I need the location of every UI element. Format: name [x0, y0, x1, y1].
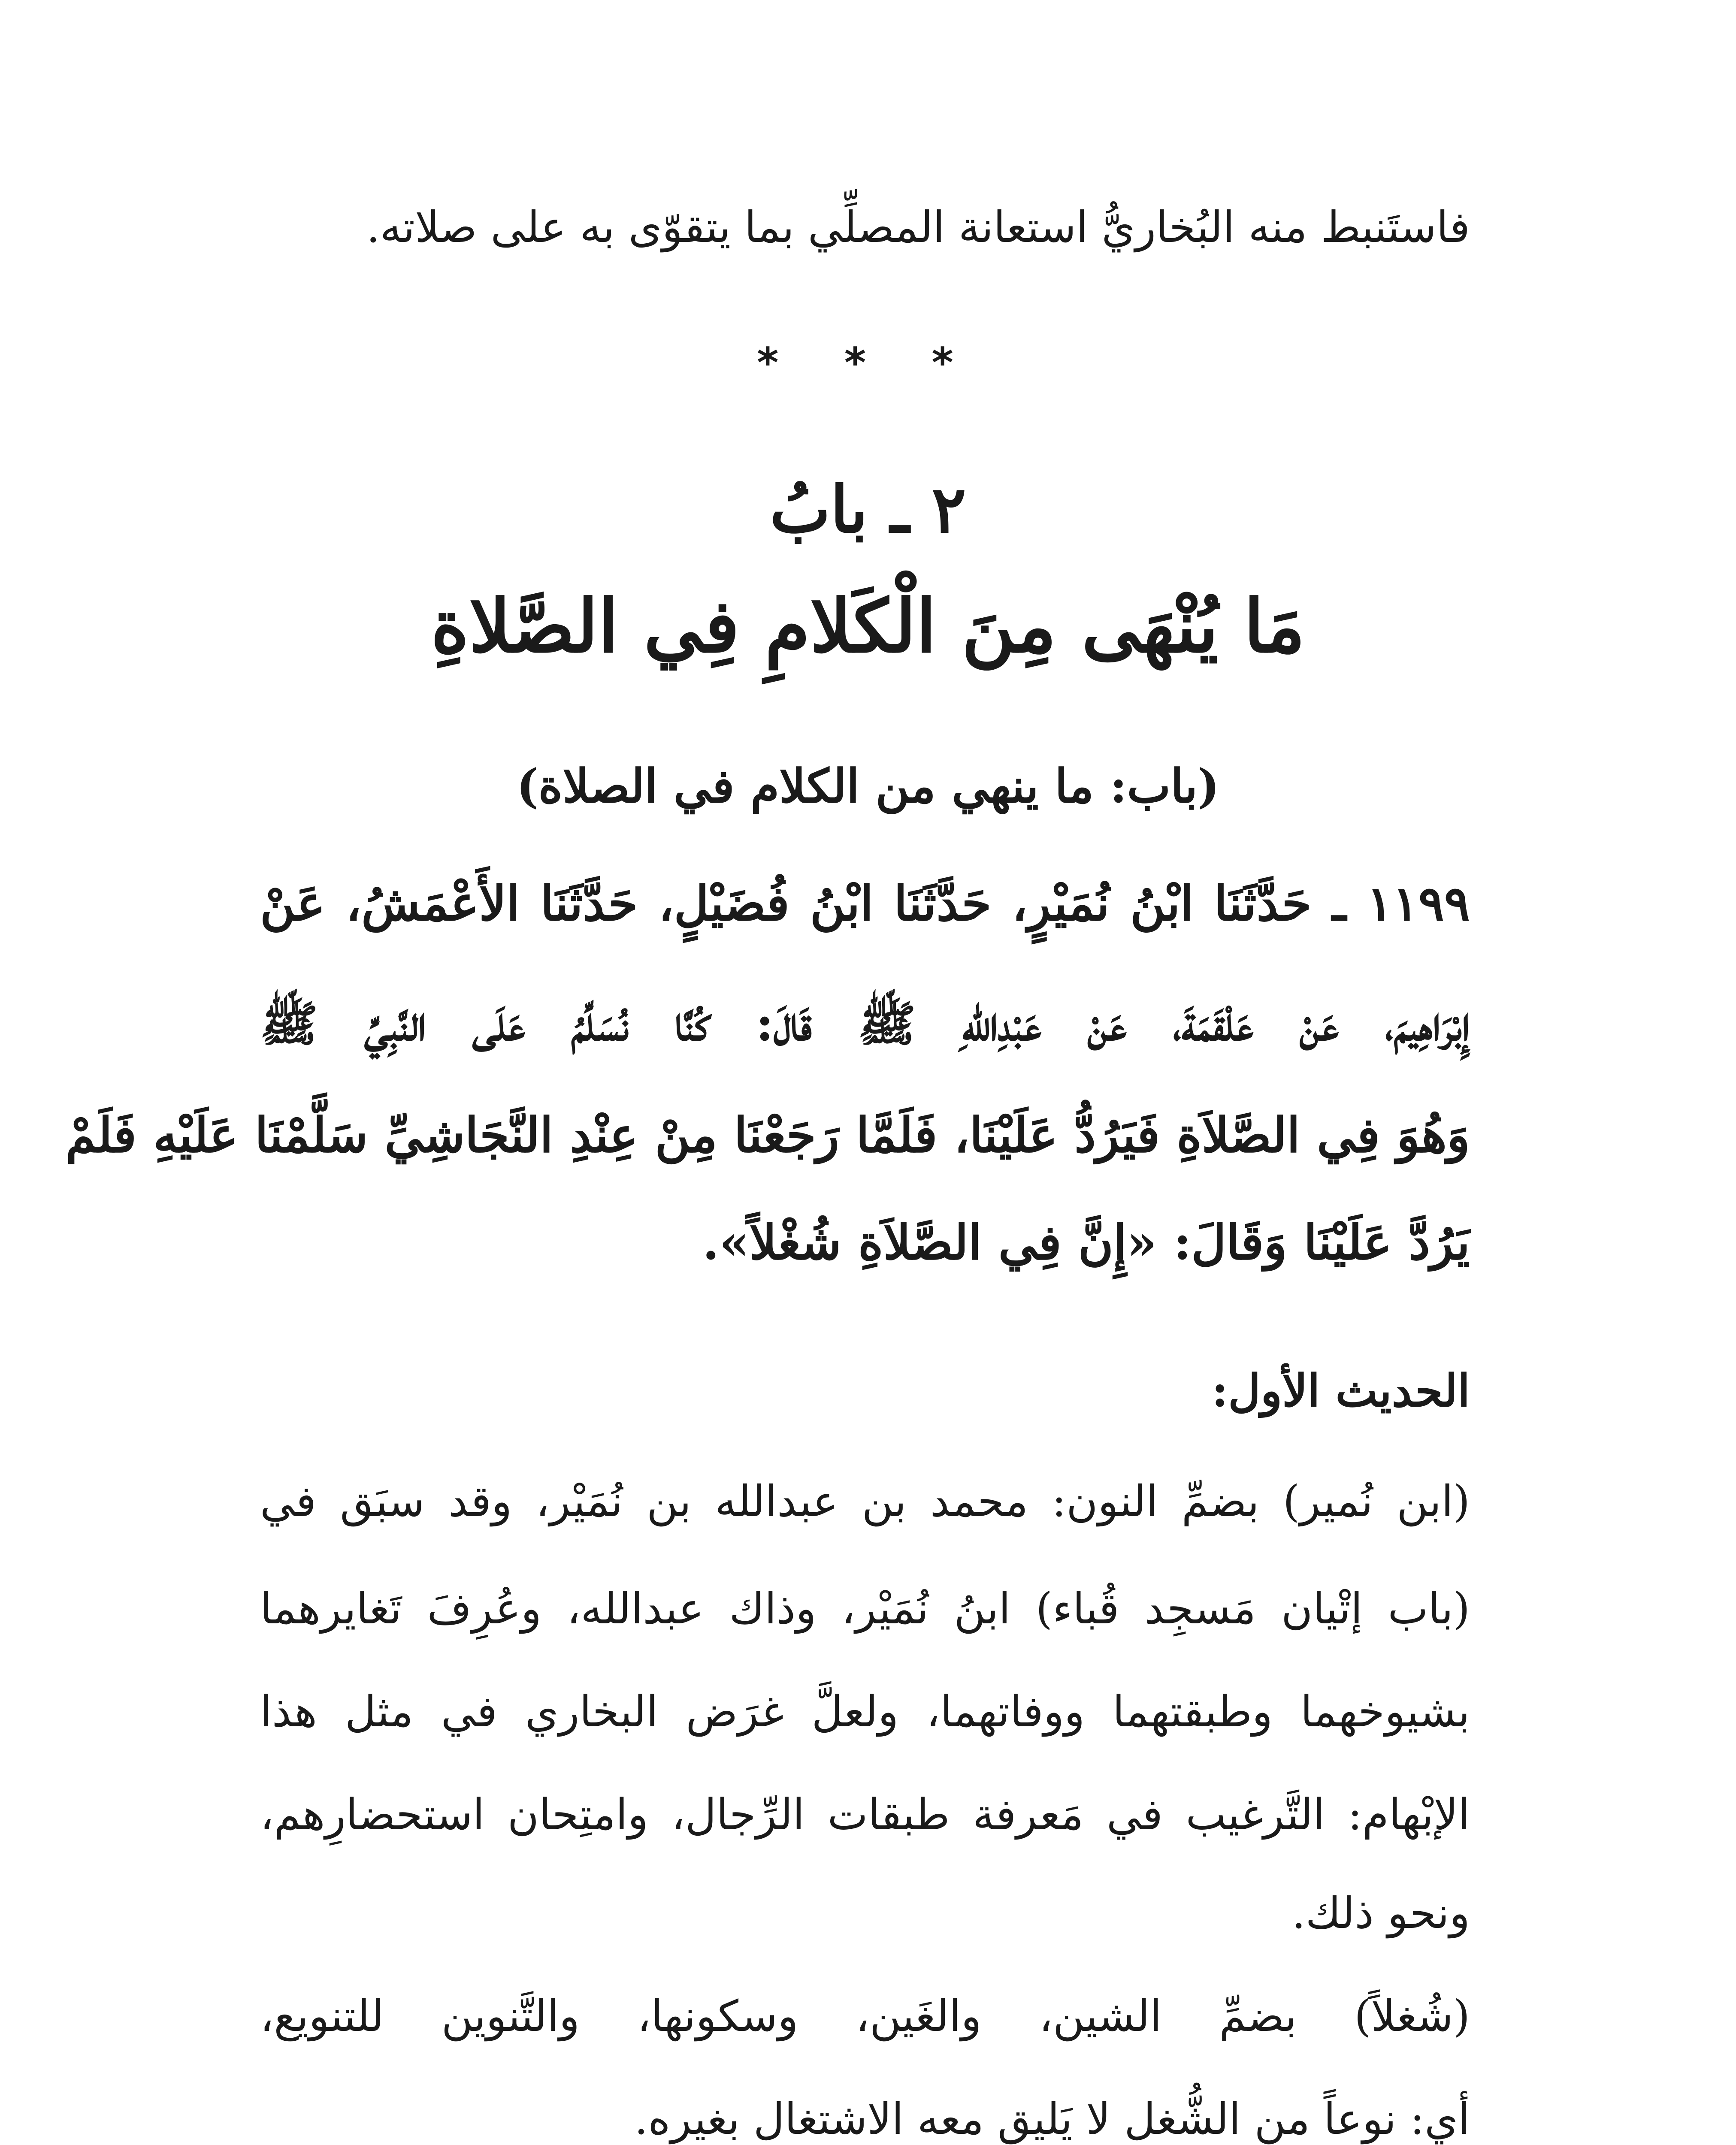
commentary-line: ونحو ذلك.	[1291, 1888, 1470, 1938]
commentary-line: الإبْهام: التَّرغيب في مَعرفة طبقات الرِّجال، وامتِحان استحضارِهم،	[260, 1789, 1470, 1840]
commentary-line: بشيوخهما وطبقتهما ووفاتهما، ولعلَّ غرَض البخاري في مثل هذا	[260, 1686, 1470, 1737]
hadith-line: ١١٩٩ ـ حَدَّثَنَا ابْنُ نُمَيْرٍ، حَدَّثَنَا ابْنُ فُضَيْلٍ، حَدَّثَنَا الأَعْمَشُ، عَنْ	[260, 876, 1470, 932]
commentary-line: أي: نوعاً من الشُّغل لا يَليق معه الاشتغال بغيره.	[634, 2094, 1470, 2144]
commentary-line: (ابن نُمير) بضمِّ النون: محمد بن عبدالله بن نُمَيْر، وقد سبَق في	[260, 1476, 1470, 1526]
hadith-line: وَهُوَ فِي الصَّلاَةِ فَيَرُدُّ عَلَيْنَا، فَلَمَّا رَجَعْنَا مِنْ عِنْدِ النَّجَاشِيِّ سَلَّمْنَا عَلَيْهِ فَلَمْ	[65, 1107, 1470, 1163]
chapter-number: ٢ ـ بابُ	[770, 472, 966, 547]
commentary-heading: الحديث الأول:	[1212, 1364, 1470, 1417]
commentary-line: (باب إتْيان مَسجِد قُباء) ابنُ نُمَيْر، وذاك عبدالله، وعُرِفَ تَغايرهما	[260, 1583, 1470, 1634]
chapter-title: مَا يُنْهَى مِنَ الْكَلامِ فِي الصَّلاةِ	[431, 583, 1305, 669]
section-separator-top: * * *	[757, 339, 979, 387]
hadith-line: يَرُدَّ عَلَيْنَا وَقَالَ: «إِنَّ فِي الصَّلاَةِ شُغْلاً».	[702, 1214, 1470, 1271]
commentary-line: (شُغلاً) بضمِّ الشين، والغَين، وسكونها، والتَّنوين للتنويع،	[260, 1991, 1470, 2041]
bab-subtitle: (باب: ما ينهي من الكلام في الصلاة)	[516, 759, 1220, 813]
hadith-line: إِبْرَاهِيمَ، عَنْ عَلْقَمَةَ، عَنْ عَبْدِاللهِ ﷺ قَالَ: كُنَّا نُسَلِّمُ عَلَى النَّبِيِّ ﷺ	[260, 996, 1470, 1052]
intro-line: فاستَنبط منه البُخاريُّ استعانة المصلِّي بما يتقوّى به على صلاته.	[366, 202, 1470, 252]
